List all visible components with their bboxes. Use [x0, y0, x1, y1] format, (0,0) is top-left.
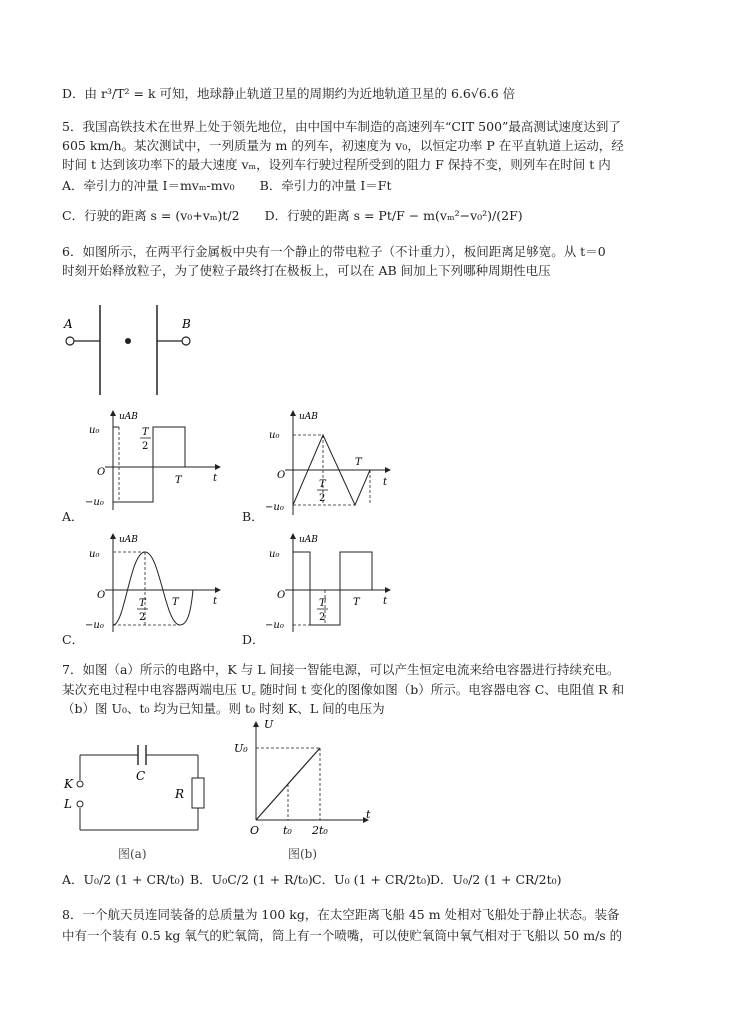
- q7-stem-line-3: （b）图 U₀、t₀ 均为已知量。则 t₀ 时刻 K、L 间的电压为: [62, 701, 385, 716]
- graph-d-taxis-label: t: [383, 596, 388, 607]
- graph-a-taxis-label: t: [213, 473, 218, 484]
- graph-a-yaxis-label: uAB: [119, 412, 138, 422]
- graph-b7-origin: O: [250, 824, 260, 837]
- q8-stem-line-1: 8．一个航天员连同装备的总质量为 100 kg，在太空距离飞船 45 m 处相对飞船处于静止状态。装备: [62, 907, 620, 922]
- q7-option-d: D．U₀/2 (1 + CR/2t₀): [430, 872, 562, 887]
- graph-d-origin: O: [277, 590, 286, 601]
- graph-d-half-t-den: 2: [319, 612, 326, 623]
- q7-option-b: B．U₀C/2 (1 + R/t₀): [190, 872, 313, 887]
- graph-b-origin: O: [277, 470, 286, 481]
- circuit-l-label: L: [64, 797, 72, 811]
- q6-stem-line-1: 6．如图所示，在两平行金属板中央有一个静止的带电粒子（不计重力），板间距离足够宽。从 t＝0: [62, 244, 606, 259]
- graph-b-half-t-num: T: [319, 479, 326, 490]
- graph-a-u0: u₀: [89, 425, 100, 436]
- graph-c-u0: u₀: [89, 549, 100, 560]
- q6-option-a-letter: A．: [62, 509, 84, 524]
- graph-c-t-label: T: [172, 597, 179, 608]
- graph-b7-t0-label: t₀: [283, 824, 292, 837]
- graph-b7-caption: 图(b): [288, 847, 318, 861]
- graph-b-half-t-den: 2: [319, 493, 326, 504]
- graph-b7-2t0-label: 2t₀: [312, 824, 328, 837]
- graph-b-yaxis-label: uAB: [299, 412, 318, 422]
- q6-option-d-letter: D．: [242, 632, 265, 647]
- circuit-k-label: K: [64, 777, 73, 791]
- graph-b-u0: u₀: [269, 430, 280, 441]
- graph-c-origin: O: [97, 590, 106, 601]
- q6-option-c-letter: C．: [62, 632, 85, 647]
- graph-a-neg-u0: −u₀: [85, 497, 104, 508]
- graph-d-yaxis-label: uAB: [299, 535, 318, 545]
- circuit-r-label: R: [175, 787, 185, 801]
- graph-b7-u0-label: U₀: [234, 742, 248, 755]
- plate-label-b: B: [182, 317, 191, 331]
- q5-stem-line-1: 5．我国高铁技术在世界上处于领先地位，由中国中车制造的高速列车“CIT 500”最高测试速度达到了: [62, 119, 621, 134]
- q7-stem-line-2: 某次充电过程中电容器两端电压 U꜀ 随时间 t 变化的图像如图（b）所示。电容器电容 C、电阻值 R 和: [62, 682, 625, 697]
- q6-graph-a: [85, 405, 235, 520]
- q6-option-b-letter: B．: [242, 509, 264, 524]
- graph-a-half-t-num: T: [142, 427, 149, 438]
- graph-c-neg-u0: −u₀: [85, 620, 104, 631]
- graph-c-yaxis-label: uAB: [119, 535, 138, 545]
- graph-d-t-label: T: [353, 597, 360, 608]
- graph-d-neg-u0: −u₀: [265, 620, 284, 631]
- graph-c-half-t-den: 2: [139, 612, 146, 623]
- q6-graph-c: [85, 530, 235, 635]
- graph-d-half-t-num: T: [319, 598, 326, 609]
- q8-stem-line-2: 中有一个装有 0.5 kg 氧气的贮氧筒，筒上有一个喷嘴，可以使贮氧筒中氧气相对于飞船以 50 m/s 的: [62, 928, 623, 943]
- graph-d-u0: u₀: [269, 549, 280, 560]
- graph-a-origin: O: [97, 467, 106, 478]
- circuit-caption: 图(a): [118, 847, 147, 861]
- graph-a-half-t-den: 2: [142, 441, 149, 452]
- q6-graph-b: [265, 405, 400, 520]
- graph-b-t-label: T: [355, 457, 362, 468]
- circuit-c-label: C: [136, 769, 146, 783]
- graph-c-half-t-num: T: [139, 598, 146, 609]
- q7-option-c: C．U₀ (1 + CR/2t₀): [312, 872, 431, 887]
- q6-graph-d: [265, 530, 400, 635]
- q6-stem-line-2: 时刻开始释放粒子，为了使粒子最终打在极板上，可以在 AB 间加上下列哪种周期性电压: [62, 263, 551, 278]
- q6-plates-figure: [60, 300, 200, 400]
- q5-stem-line-3: 时间 t 达到该功率下的最大速度 vₘ，设列车行驶过程所受到的阻力 F 保持不变，则列车在时间 t 内: [62, 157, 611, 172]
- graph-b-neg-u0: −u₀: [265, 502, 284, 513]
- plate-label-a: A: [64, 317, 73, 331]
- q5-stem-line-2: 605 km/h。某次测试中，一列质量为 m 的列车，初速度为 v₀，以恒定功率 P 在平直轨道上运动，经: [62, 138, 624, 153]
- q7-circuit-figure: [60, 740, 220, 865]
- q5-options-row-1: A．牵引力的冲量 I＝mvₘ-mv₀ B．牵引力的冲量 I＝Ft: [62, 178, 392, 193]
- q7-graph-b: [228, 718, 378, 863]
- graph-c-taxis-label: t: [213, 596, 218, 607]
- graph-a-t-label: T: [175, 475, 182, 486]
- graph-b7-t-label: t: [366, 808, 371, 821]
- q7-stem-line-1: 7．如图（a）所示的电路中，K 与 L 间接一智能电源，可以产生恒定电流来给电容器进行持续充电。: [62, 662, 620, 677]
- q4-option-d: D．由 r³/T² = k 可知，地球静止轨道卫星的周期约为近地轨道卫星的 6.6√6.6 倍: [62, 86, 516, 101]
- q7-option-a: A．U₀/2 (1 + CR/t₀): [62, 872, 185, 887]
- graph-b-taxis-label: t: [383, 477, 388, 488]
- graph-b7-u-label: U: [264, 718, 274, 731]
- q5-options-row-2: C．行驶的距离 s = (v₀+vₘ)t/2 D．行驶的距离 s = Pt/F − m(vₘ²−v₀²)/(2F): [62, 208, 523, 223]
